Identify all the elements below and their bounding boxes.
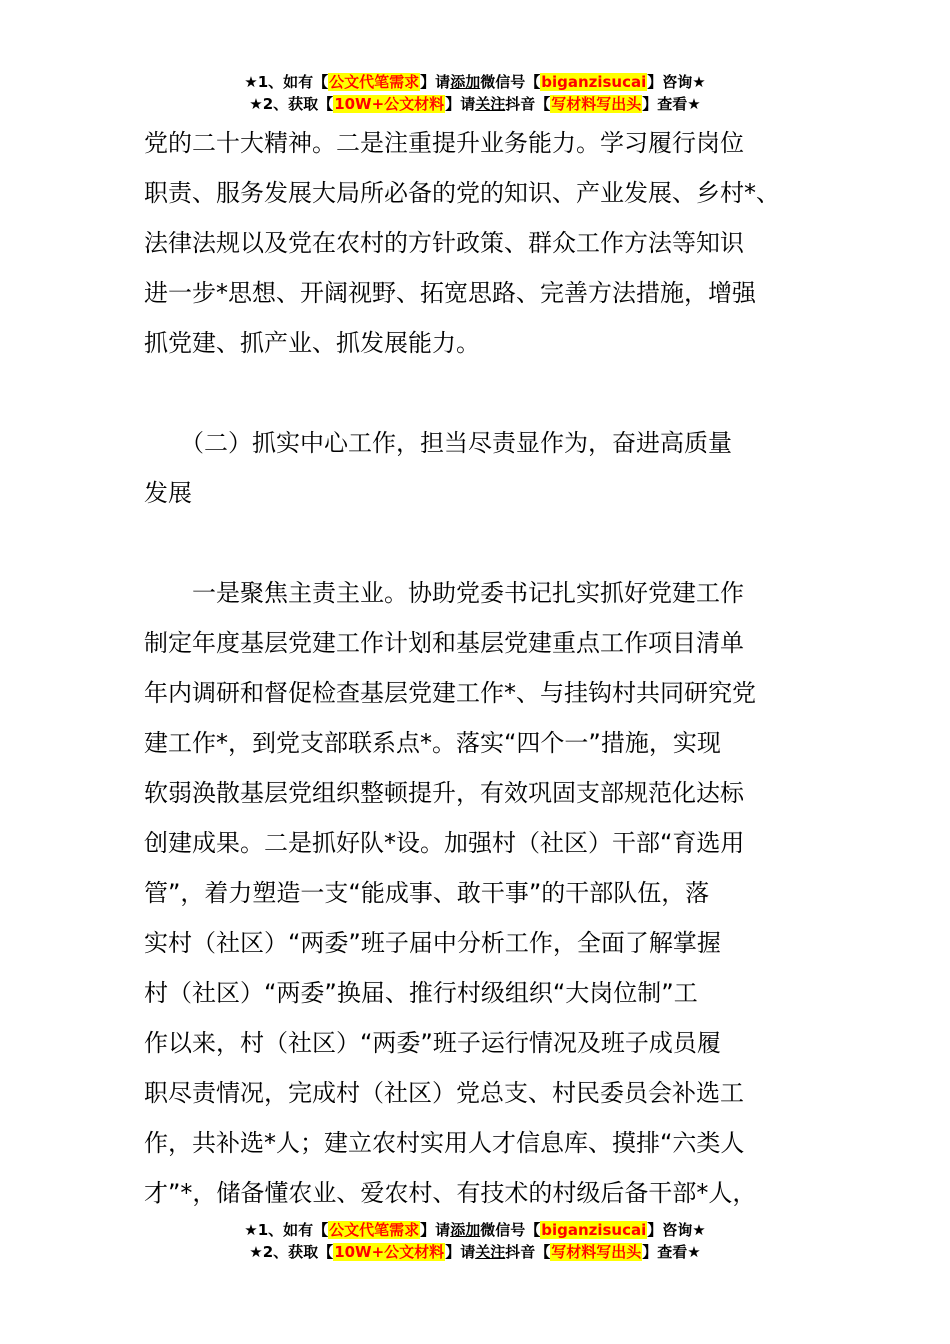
text-line: 职责、服务发展大局所必备的党的知识、产业发展、乡村*、 [144,179,780,207]
paragraph-2 [144,568,816,1218]
promo-text: ★1、如有【 [244,73,329,91]
document-body [144,118,816,1218]
promo-line-1 [0,1219,950,1241]
heading-line: （二）抓实中心工作，担当尽责显作为，奋进高质量 [144,429,732,457]
promo-line-2 [0,93,950,115]
text-line: 党的二十大精神。二是注重提升业务能力。学习履行岗位 [144,129,744,157]
promo-text: ★1、如有【 [244,1221,329,1239]
promo-highlight: biganzisucai [541,1221,647,1239]
paragraph-gap [144,368,816,418]
promo-text: 】咨询★ [647,73,706,91]
promo-text: 微信号【 [480,1221,541,1239]
text-line: 管”，着力塑造一支“能成事、敢干事”的干部队伍，落 [144,879,710,907]
text-line: 软弱涣散基层党组织整顿提升，有效巩固支部规范化达标 [144,779,744,807]
promo-text: 】请 [445,95,476,113]
text-line: 职尽责情况，完成村（社区）党总支、村民委员会补选工 [144,1079,744,1107]
paragraph-1 [144,118,816,368]
text-line: 进一步*思想、开阔视野、拓宽思路、完善方法措施，增强 [144,279,756,307]
section-heading [144,418,816,518]
promo-highlight: 写材料写出头 [551,1243,642,1261]
promo-highlight: 公文代笔需求 [329,1221,420,1239]
promo-highlight: 10W+公文材料 [334,95,445,113]
text-line: 作以来，村（社区）“两委”班子运行情况及班子成员履 [144,1029,721,1057]
promo-underline: 添加 [450,73,481,91]
promo-banner-bottom [0,1219,950,1263]
text-line: 实村（社区）“两委”班子届中分析工作，全面了解掌握 [144,929,721,957]
text-line: 制定年度基层党建工作计划和基层党建重点工作项目清单 [144,629,744,657]
promo-text: ★2、获取【 [249,1243,334,1261]
promo-underline: 添加 [450,1221,481,1239]
text-line: 一是聚焦主责主业。协助党委书记扎实抓好党建工作 [144,579,744,607]
text-line: 年内调研和督促检查基层党建工作*、与挂钩村共同研究党 [144,679,756,707]
text-line: 建工作*，到党支部联系点*。落实“四个一”措施，实现 [144,729,721,757]
promo-highlight: 公文代笔需求 [329,73,420,91]
promo-text: 抖音【 [505,1243,551,1261]
text-line: 才”*，储备懂农业、爱农村、有技术的村级后备干部*人， [144,1179,757,1207]
promo-underline: 关注 [475,1243,506,1261]
promo-underline: 关注 [475,95,506,113]
promo-text: 】查看★ [642,95,701,113]
text-line: 作，共补选*人；建立农村实用人才信息库、摸排“六类人 [144,1129,745,1157]
promo-text: 】咨询★ [647,1221,706,1239]
promo-line-1 [0,71,950,93]
promo-highlight: 10W+公文材料 [334,1243,445,1261]
text-line: 法律法规以及党在农村的方针政策、群众工作方法等知识 [144,229,744,257]
promo-highlight: 写材料写出头 [551,95,642,113]
text-line: 村（社区）“两委”换届、推行村级组织“大岗位制”工 [144,979,698,1007]
promo-text: ★2、获取【 [249,95,334,113]
promo-text: 抖音【 [505,95,551,113]
promo-highlight: biganzisucai [541,73,647,91]
promo-text: 】查看★ [642,1243,701,1261]
promo-text: 】请 [420,73,451,91]
heading-line: 发展 [144,479,192,507]
promo-text: 微信号【 [480,73,541,91]
paragraph-gap [144,518,816,568]
text-line: 创建成果。二是抓好队*设。加强村（社区）干部“育选用 [144,829,745,857]
promo-text: 】请 [420,1221,451,1239]
promo-banner-top [0,71,950,115]
text-line: 抓党建、抓产业、抓发展能力。 [144,329,480,357]
promo-text: 】请 [445,1243,476,1261]
promo-line-2 [0,1241,950,1263]
